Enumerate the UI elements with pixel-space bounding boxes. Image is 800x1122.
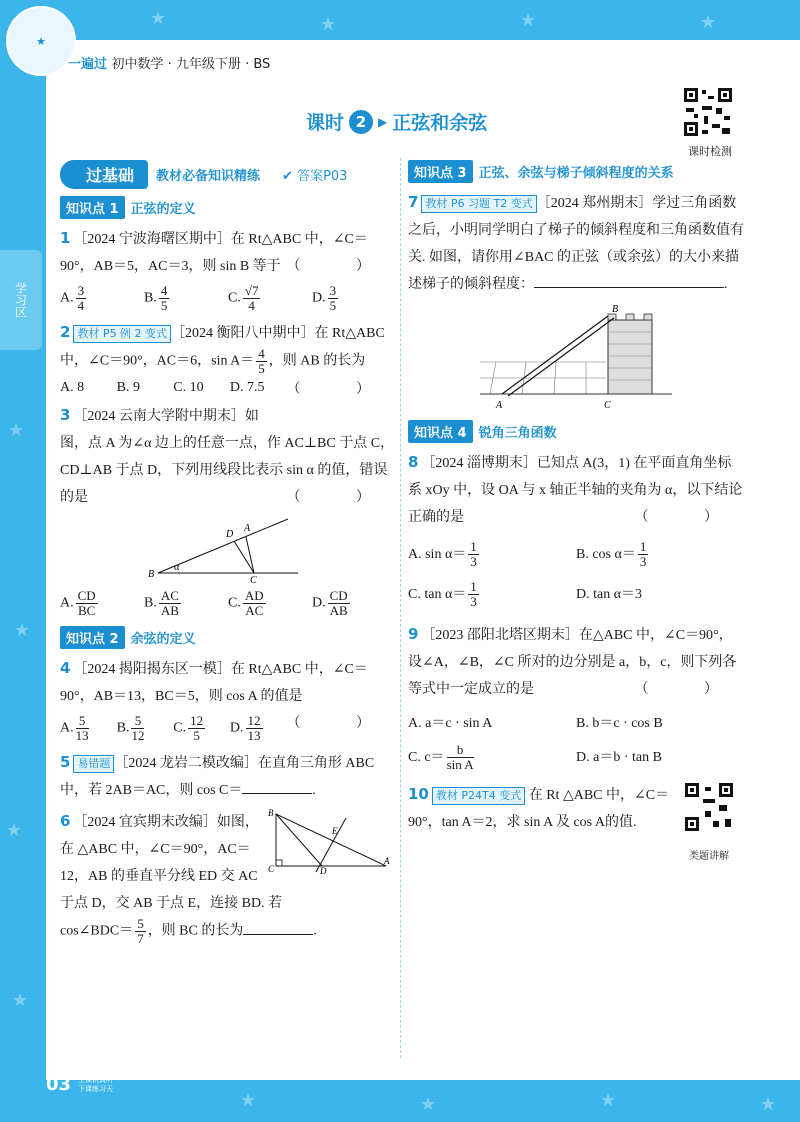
option[interactable]: C. $\frac{AD}{AC}$ xyxy=(228,588,264,618)
option[interactable]: C. tan α＝ $\frac{1}{3}$ xyxy=(408,579,477,610)
question-number: 3 xyxy=(60,406,71,424)
figure-angle-triangle xyxy=(148,515,308,585)
answer-paren[interactable]: （ ） xyxy=(634,682,744,697)
option[interactable]: A. $\frac{3}{4}$ xyxy=(60,283,85,313)
label-A: A xyxy=(384,856,390,866)
kp-tag: 知识点 4 xyxy=(408,420,473,443)
question-5: 5 易错题 ［2024 龙岩二模改编］在直角三角形 ABC 中，若 2AB＝AC，则 cos C＝ . xyxy=(60,753,375,798)
label-B: B xyxy=(148,569,155,580)
question-text: ［2024 云南大学附中期末］如图，点 A 为∠α 边上的任意一点，作 AC⊥BC 于点 C，CD⊥AB 于点 D，下列用线段比表示 sin α 的值，错误的是 xyxy=(60,409,395,505)
options-q8 xyxy=(408,535,744,615)
star-icon: ★ xyxy=(760,1094,777,1115)
section-banner xyxy=(60,160,396,188)
question-text: ，则 BC 的长为 xyxy=(147,923,244,939)
option[interactable]: C. $\frac{√7}{4}$ xyxy=(228,283,259,313)
star-icon: ★ xyxy=(8,420,25,441)
star-icon: ★ xyxy=(600,1090,617,1111)
banner-main: 过基础 xyxy=(60,160,148,189)
option[interactable]: D. $\frac{3}{5}$ xyxy=(312,283,337,313)
option[interactable]: D. $\frac{12}{13}$ xyxy=(229,713,261,743)
answer-blank[interactable] xyxy=(243,920,313,935)
question-number: 9 xyxy=(408,625,419,643)
star-icon: ★ xyxy=(320,14,337,35)
answer-paren[interactable]: （ ） xyxy=(286,259,396,274)
question-10 xyxy=(408,781,744,862)
option[interactable]: C. $\frac{12}{5}$ xyxy=(173,713,204,743)
option[interactable]: B. $\frac{5}{12}$ xyxy=(116,713,145,743)
label-C: C xyxy=(268,864,275,874)
option[interactable]: B. $\frac{4}{5}$ xyxy=(144,283,168,313)
answer-paren[interactable]: （ ） xyxy=(634,510,744,525)
question-text: cos∠BDC＝ xyxy=(60,923,134,939)
question-7: 7 教材 P6 习题 T2 变式 ［2024 郑州期末］学过三角函数之后，小明同学明白了梯子的倾斜程度和三角函数值有关. 如图，请你用∠BAC 的正弦（或余弦）的大小来描述梯子的倾斜程度： . xyxy=(408,193,744,292)
question-text: 在 Rt △ABC 中，∠C＝90°，tan A＝2，求 sin A 及 cos A的值. xyxy=(408,788,670,830)
kp-tag: 知识点 1 xyxy=(60,196,125,219)
options-q3 xyxy=(60,589,396,618)
answer-ref-label: 答案P03 xyxy=(297,168,348,184)
answer-blank[interactable] xyxy=(242,779,312,794)
question-text: ［2024 郑州期末］学过三角函数之后，小明同学明白了梯子的倾斜程度和三角函数值有关. 如图，请你用∠BAC 的正弦（或余弦）的大小来描述梯子的倾斜程度： xyxy=(408,196,744,292)
option[interactable]: B. b＝c · cos B xyxy=(576,716,663,731)
option[interactable]: B. $\frac{AC}{AB}$ xyxy=(144,588,179,618)
options-q1 xyxy=(60,284,396,313)
question-number: 5 xyxy=(60,753,71,771)
answer-paren[interactable]: （ ） xyxy=(286,382,396,397)
knowledge-point-3 xyxy=(408,160,744,183)
label-D: D xyxy=(226,529,234,540)
label-A: A xyxy=(496,400,503,411)
question-text: ［2023 邵阳北塔区期末］在△ABC 中，∠C＝90°，设∠A，∠B，∠C 所对的边分别是 a，b，c，则下列各等式中一定成立的是 xyxy=(408,628,737,697)
series-header xyxy=(68,53,270,72)
question-number: 10 xyxy=(408,785,429,803)
kp-text: 正弦、余弦与梯子倾斜程度的关系 xyxy=(478,166,674,181)
kp-tag: 知识点 3 xyxy=(408,160,473,183)
banner-sub: 教材必备知识精练 xyxy=(156,168,261,184)
option[interactable]: C. c＝ $\frac{b}{\text{sin A}}$ xyxy=(408,742,474,773)
option[interactable]: D. 7.5 xyxy=(229,380,265,395)
option[interactable]: C. 10 xyxy=(173,380,204,395)
answer-paren[interactable]: （ ） xyxy=(286,490,396,505)
star-icon: ★ xyxy=(520,10,537,31)
slogan-line: 上课认真听 xyxy=(78,1076,113,1084)
lesson-number: 2 xyxy=(349,110,373,134)
textbook-badge: 教材 P6 习题 T2 变式 xyxy=(421,195,536,213)
left-column xyxy=(60,160,396,946)
qr-label: 类题讲解 xyxy=(689,851,729,862)
answer-blank[interactable] xyxy=(534,273,724,288)
knowledge-point-4 xyxy=(408,420,744,443)
qr-code-icon[interactable] xyxy=(683,781,735,833)
option[interactable]: D. a＝b · tan B xyxy=(576,750,662,765)
options-q9 xyxy=(408,707,744,775)
question-number: 8 xyxy=(408,453,419,471)
label-alpha: α xyxy=(174,562,180,573)
column-divider xyxy=(400,158,401,1058)
question-text: ［2024 揭阳揭东区一模］在 Rt△ABC 中，∠C＝90°，AB＝13，BC＝5，则 cos A 的值是 xyxy=(60,662,368,704)
label-D: D xyxy=(320,866,327,874)
question-2: 2 教材 P5 例 2 变式 ［2024 衡阳八中期中］在 Rt△ABC中，∠C＝90°，AC＝6，sin A＝ $\frac{4}{5}$ ，则 AB 的长为 （ ） xyxy=(60,319,396,376)
answer-ref[interactable]: ✔ 答案P03 xyxy=(282,168,348,184)
slogan-line: 下课练习天 xyxy=(78,1085,113,1093)
question-text: ［2024 淄博期末］已知点 A(3，1) 在平面直角坐标系 xOy 中，设 OA 与 x 轴正半轴的夹角为 α，以下结论正确的是 xyxy=(408,456,743,525)
option[interactable]: A. 8 xyxy=(60,380,85,395)
star-icon: ★ xyxy=(700,12,717,33)
option[interactable]: A. $\frac{5}{13}$ xyxy=(60,713,89,743)
question-6: B C D E A 6 ［2024 宜宾期末改编］如图，在 △ABC 中，∠C＝90°，AC＝12，AB 的垂直平分线 ED 交 AC 于点 D，交 AB 于点 E，连接 BD. 若 cos∠BDC＝ $\frac{5}{7}$ ，则 BC 的长为 . xyxy=(60,808,396,946)
lesson-title xyxy=(306,108,487,135)
label-B: B xyxy=(268,808,274,818)
knowledge-point-1 xyxy=(60,196,396,219)
question-8 xyxy=(408,449,744,531)
mascot-logo: ★ xyxy=(6,6,76,76)
question-number: 7 xyxy=(408,193,419,211)
question-9 xyxy=(408,621,744,703)
play-icon: ▶ xyxy=(378,114,388,129)
answer-paren[interactable]: （ ） xyxy=(286,716,396,731)
question-number: 6 xyxy=(60,812,71,830)
label-C: C xyxy=(604,400,611,411)
question-text: ［2024 龙岩二模改编］在直角三角形 ABC 中，若 2AB＝AC，则 cos C＝ xyxy=(60,756,375,798)
page-number: 03 xyxy=(46,1074,72,1095)
option[interactable]: A. sin α＝ $\frac{1}{3}$ xyxy=(408,539,477,570)
question-3 xyxy=(60,402,396,511)
question-number: 1 xyxy=(60,229,71,247)
star-icon: ★ xyxy=(6,820,23,841)
brand-name: 一遍过 xyxy=(68,57,108,72)
lesson-name: 正弦和余弦 xyxy=(392,112,488,134)
kp-text: 正弦的定义 xyxy=(130,202,196,217)
question-number: 2 xyxy=(60,323,71,341)
right-column xyxy=(408,160,744,870)
question-number: 4 xyxy=(60,659,71,677)
option[interactable]: D. $\frac{CD}{AB}$ xyxy=(312,588,348,618)
footer-slogan xyxy=(78,1076,113,1094)
question-text: ，则 AB 的长为 xyxy=(268,353,366,369)
kp-tag: 知识点 2 xyxy=(60,626,125,649)
lesson-prefix: 课时 xyxy=(306,112,345,134)
option[interactable]: A. a＝c · sin A xyxy=(408,716,493,731)
figure-perpendicular-bisector xyxy=(268,808,392,874)
label-B: B xyxy=(612,304,619,315)
label-A: A xyxy=(244,523,251,534)
side-tab[interactable]: 学习区 xyxy=(0,250,42,350)
option[interactable]: B. 9 xyxy=(116,380,140,395)
figure-ladder-wall xyxy=(476,302,676,412)
error-prone-badge: 易错题 xyxy=(73,755,114,773)
qr-block xyxy=(674,781,744,870)
star-icon: ★ xyxy=(240,1090,257,1111)
label-E: E xyxy=(332,826,338,836)
star-icon: ★ xyxy=(420,1094,437,1115)
knowledge-point-2 xyxy=(60,626,396,649)
option[interactable]: A. $\frac{CD}{BC}$ xyxy=(60,588,96,618)
options-q2 xyxy=(60,380,287,396)
qr-label: 课时检测 xyxy=(688,145,732,158)
question-text: ［2024 宜宾期末改编］如图，在 △ABC 中，∠C＝90°，AC＝12，AB 的垂直平分线 ED 交 AC 于点 D，交 AB 于点 E，连接 BD. 若 xyxy=(60,815,283,911)
textbook-badge: 教材 P5 例 2 变式 xyxy=(73,325,171,343)
kp-text: 锐角三角函数 xyxy=(478,426,557,441)
question-text: ［2024 宁波海曙区期中］在 Rt△ABC 中，∠C＝90°，AB＝5，AC＝3，则 sin B 等于 xyxy=(60,232,368,274)
star-icon: ★ xyxy=(12,990,29,1011)
star-icon: ★ xyxy=(14,620,31,641)
options-q4 xyxy=(60,714,287,743)
label-C: C xyxy=(250,575,257,585)
textbook-badge: 教材 P24T4 变式 xyxy=(432,787,525,805)
qr-code-icon[interactable] xyxy=(682,86,734,138)
series-title: 初中数学 · 九年级下册 · BS xyxy=(111,57,271,72)
kp-text: 余弦的定义 xyxy=(130,632,196,647)
option[interactable]: B. cos α＝ $\frac{1}{3}$ xyxy=(576,539,647,570)
star-icon: ★ xyxy=(150,8,167,29)
question-1 xyxy=(60,225,396,280)
question-text: ［2024 衡阳八中期中］在 Rt△ABC中，∠C＝90°，AC＝6，sin A＝ xyxy=(60,326,385,369)
option[interactable]: D. tan α＝3 xyxy=(576,587,643,602)
